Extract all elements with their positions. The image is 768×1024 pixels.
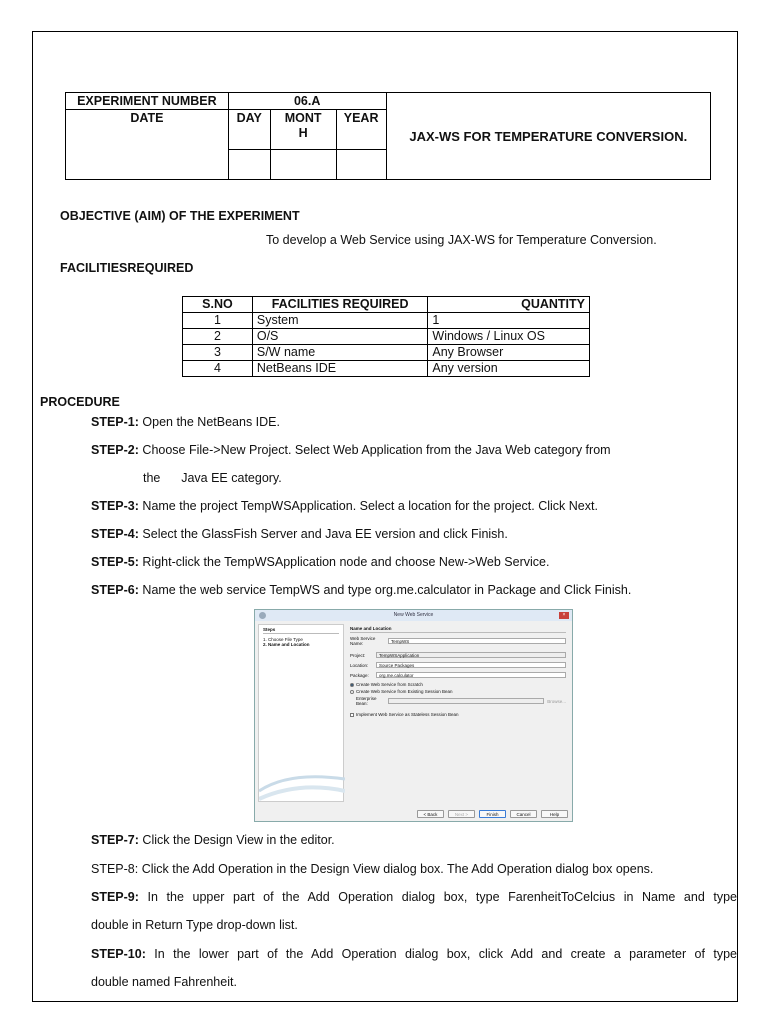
steps-panel — [258, 624, 344, 802]
radio-existing-bean: Create Web Service from Existing Session Bean — [350, 689, 566, 694]
cell: NetBeans IDE — [252, 361, 428, 377]
netbeans-icon — [259, 612, 266, 619]
step-3: STEP-3: Name the project TempWSApplication. Select a location for the project. Click Next. — [91, 499, 598, 513]
section-heading: Name and Location — [350, 626, 566, 633]
package-label: Package: — [350, 672, 369, 678]
back-button: < Back — [417, 810, 444, 818]
objective-heading: OBJECTIVE (AIM) OF THE EXPERIMENT — [60, 209, 300, 223]
step-8: STEP-8: Click the Add Operation in the Design View dialog box. The Add Operation dialog box opens. — [91, 862, 654, 876]
experiment-header-table — [65, 92, 711, 180]
step-9: STEP-9: In the upper part of the Add Operation dialog box, type FarenheitToCelcius in Name and type — [91, 890, 737, 904]
column-header: S.NO — [183, 297, 253, 313]
next-button: Next > — [448, 810, 475, 818]
step-10: STEP-10: In the lower part of the Add Operation dialog box, click Add and create a parameter of type — [91, 947, 737, 961]
ejb-field — [388, 698, 544, 704]
dialog-title: New Web Service — [393, 612, 434, 618]
column-header: FACILITIES REQUIRED — [252, 297, 428, 313]
browse-button: Browse... — [547, 698, 566, 704]
year-label: YEAR — [336, 110, 386, 150]
cell: 4 — [183, 361, 253, 377]
cell: 2 — [183, 329, 253, 345]
cell: 3 — [183, 345, 253, 361]
step-10-continued: double named Fahrenheit. — [91, 975, 237, 989]
cell: Windows / Linux OS — [428, 329, 590, 345]
location-select: Source Packages — [376, 662, 566, 668]
step-9-continued: double in Return Type drop-down list. — [91, 918, 298, 932]
experiment-number-value: 06.A — [228, 93, 386, 110]
day-label: DAY — [228, 110, 270, 150]
objective-text: To develop a Web Service using JAX-WS for Temperature Conversion. — [266, 233, 657, 247]
project-field: TempWSApplication — [376, 652, 566, 658]
experiment-number-label: EXPERIMENT NUMBER — [66, 93, 229, 110]
facilities-heading: FACILITIESREQUIRED — [60, 261, 194, 275]
cell: 1 — [428, 313, 590, 329]
table-row — [183, 361, 590, 377]
steps-heading: Steps — [263, 627, 339, 634]
month-value — [270, 150, 336, 180]
steps-item: 2. Name and Location — [263, 642, 310, 647]
ws-name-field: TempWS — [388, 638, 566, 644]
cell: S/W name — [252, 345, 428, 361]
column-header: QUANTITY — [428, 297, 590, 313]
step-6: STEP-6: Name the web service TempWS and type org.me.calculator in Package and Click Finish. — [91, 583, 632, 597]
year-value — [336, 150, 386, 180]
step-5: STEP-5: Right-click the TempWSApplication node and choose New->Web Service. — [91, 555, 550, 569]
step-2: STEP-2: Choose File->New Project. Select Web Application from the Java Web category from — [91, 443, 611, 457]
cell: Any version — [428, 361, 590, 377]
name-and-location-panel — [347, 624, 569, 802]
dialog-title-bar — [255, 610, 572, 621]
experiment-title: JAX-WS FOR TEMPERATURE CONVERSION. — [386, 93, 710, 180]
month-label: MONT H — [270, 110, 336, 150]
ejb-label: Enterprise Bean: — [356, 696, 377, 706]
ws-name-label: Web Service Name: — [350, 636, 376, 646]
location-label: Location: — [350, 662, 369, 668]
cell: 1 — [183, 313, 253, 329]
day-value — [228, 150, 270, 180]
dialog-buttons — [417, 810, 568, 818]
new-web-service-dialog-screenshot — [254, 609, 573, 822]
step-2-continued: the Java EE category. — [143, 471, 282, 485]
cell: O/S — [252, 329, 428, 345]
date-label: DATE — [66, 110, 229, 180]
step-7: STEP-7: Click the Design View in the editor. — [91, 833, 335, 847]
table-row — [183, 345, 590, 361]
cancel-button: Cancel — [510, 810, 537, 818]
steps-item: 1. Choose File Type — [263, 637, 303, 642]
decorative-swirl-icon — [259, 761, 345, 801]
table-row — [183, 329, 590, 345]
help-button: Help — [541, 810, 568, 818]
step-1: STEP-1: Open the NetBeans IDE. — [91, 415, 280, 429]
project-label: Project: — [350, 652, 366, 658]
package-select: org.me.calculator — [376, 672, 566, 678]
finish-button: Finish — [479, 810, 506, 818]
procedure-heading: PROCEDURE — [40, 395, 120, 409]
close-icon: × — [559, 612, 569, 619]
cell: Any Browser — [428, 345, 590, 361]
radio-scratch: Create Web Service from Scratch — [350, 682, 566, 687]
stateless-checkbox: Implement Web Service as Stateless Session Bean — [350, 712, 566, 717]
cell: System — [252, 313, 428, 329]
table-row — [183, 313, 590, 329]
facilities-table — [182, 296, 590, 377]
step-4: STEP-4: Select the GlassFish Server and Java EE version and click Finish. — [91, 527, 508, 541]
